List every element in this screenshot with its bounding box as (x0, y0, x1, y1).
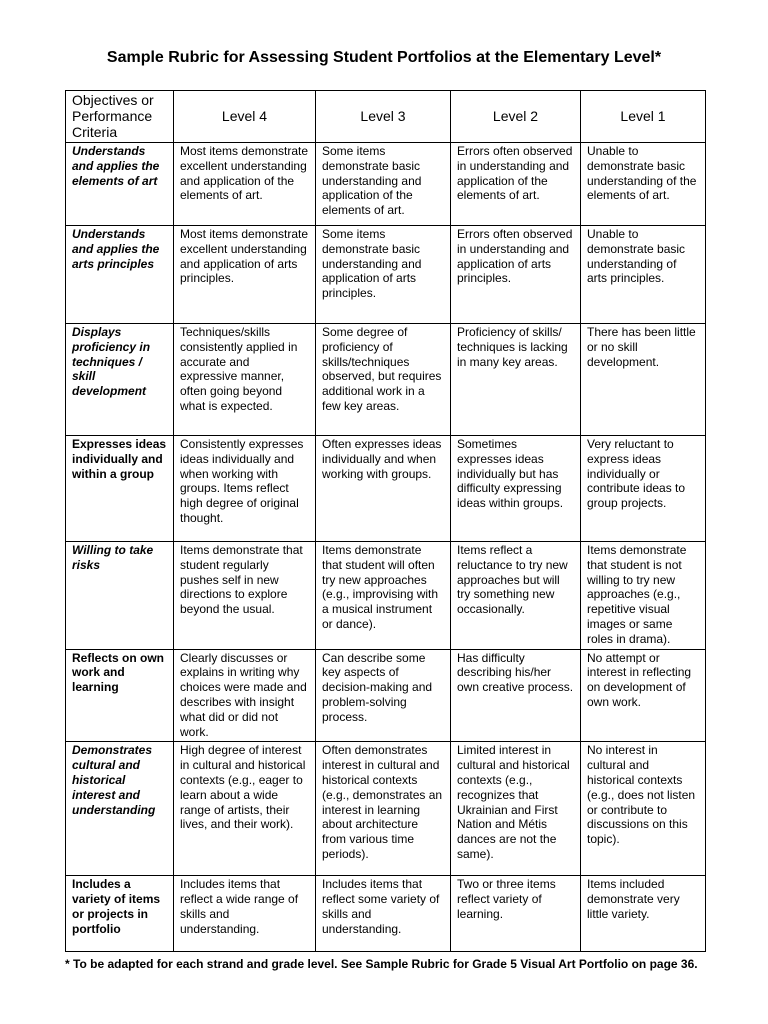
level-2-header: Level 2 (451, 91, 581, 143)
level-3-cell: Often expresses ideas individually and when working with groups. (316, 436, 451, 542)
level-4-cell: Clearly discusses or explains in writing why choices were made and describes with insight what did or did not work. (174, 649, 316, 742)
criterion-cell: Demonstrates cultural and historical interest and understanding (66, 742, 174, 876)
level-3-header: Level 3 (316, 91, 451, 143)
level-1-cell: Items included demonstrate very little variety. (581, 876, 706, 952)
criterion-cell: Expresses ideas individually and within a group (66, 436, 174, 542)
level-3-cell: Some items demonstrate basic understanding and application of arts principles. (316, 226, 451, 324)
level-1-cell: Unable to demonstrate basic understanding of the elements of art. (581, 143, 706, 226)
page-title: Sample Rubric for Assessing Student Portfolios at the Elementary Level* (106, 49, 662, 66)
table-row (66, 324, 706, 436)
table-row (66, 436, 706, 542)
level-2-cell: Has difficulty describing his/her own creative process. (451, 649, 581, 742)
level-4-cell: High degree of interest in cultural and historical contexts (e.g., eager to learn about a wide range of artists, their lives, and their work). (174, 742, 316, 876)
level-2-cell: Limited interest in cultural and historical contexts (e.g., recognizes that Ukrainian and First Nation and Métis dances are not the same). (451, 742, 581, 876)
table-row (66, 226, 706, 324)
level-1-cell: No interest in cultural and historical contexts (e.g., does not listen or contribute to discussions on this topic). (581, 742, 706, 876)
level-3-cell: Often demonstrates interest in cultural and historical contexts (e.g., demonstrates an interest in learning about architecture from various time periods). (316, 742, 451, 876)
criterion-cell: Reflects on own work and learning (66, 649, 174, 742)
table-row (66, 542, 706, 650)
criteria-header: Objectives or Performance Criteria (66, 91, 174, 143)
table-row (66, 649, 706, 742)
level-2-cell: Two or three items reflect variety of learning. (451, 876, 581, 952)
level-2-cell: Proficiency of skills/ techniques is lacking in many key areas. (451, 324, 581, 436)
level-1-cell: Unable to demonstrate basic understanding of arts principles. (581, 226, 706, 324)
level-1-header: Level 1 (581, 91, 706, 143)
header-row (66, 91, 706, 143)
level-2-cell: Sometimes expresses ideas individually but has difficulty expressing ideas within groups. (451, 436, 581, 542)
criterion-cell: Understands and applies the elements of art (66, 143, 174, 226)
level-2-cell: Errors often observed in understanding and application of the elements of art. (451, 143, 581, 226)
criterion-cell: Understands and applies the arts principles (66, 226, 174, 324)
level-3-cell: Can describe some key aspects of decision-making and problem-solving process. (316, 649, 451, 742)
level-4-cell: Consistently expresses ideas individually and when working with groups. Items reflect high degree of original thought. (174, 436, 316, 542)
level-4-header: Level 4 (174, 91, 316, 143)
level-1-cell: Very reluctant to express ideas individually or contribute ideas to group projects. (581, 436, 706, 542)
level-4-cell: Most items demonstrate excellent understanding and application of arts principles. (174, 226, 316, 324)
level-4-cell: Techniques/skills consistently applied in accurate and expressive manner, often going beyond what is expected. (174, 324, 316, 436)
criterion-cell: Includes a variety of items or projects in portfolio (66, 876, 174, 952)
level-1-cell: There has been little or no skill development. (581, 324, 706, 436)
level-3-cell: Items demonstrate that student will often try new approaches (e.g., improvising with a musical instrument or dance). (316, 542, 451, 650)
table-row (66, 143, 706, 226)
level-3-cell: Includes items that reflect some variety of skills and understanding. (316, 876, 451, 952)
level-4-cell: Includes items that reflect a wide range of skills and understanding. (174, 876, 316, 952)
level-1-cell: Items demonstrate that student is not willing to try new approaches (e.g., repetitive visual images or same roles in drama). (581, 542, 706, 650)
footnote: * To be adapted for each strand and grade level. See Sample Rubric for Grade 5 Visual Art Portfolio on page 36. (65, 957, 698, 971)
level-3-cell: Some degree of proficiency of skills/techniques observed, but requires additional work in a few key areas. (316, 324, 451, 436)
level-4-cell: Items demonstrate that student regularly pushes self in new directions to explore beyond the usual. (174, 542, 316, 650)
criterion-cell: Displays proficiency in techniques / skill development (66, 324, 174, 436)
table-row (66, 876, 706, 952)
level-4-cell: Most items demonstrate excellent understanding and application of the elements of art. (174, 143, 316, 226)
level-3-cell: Some items demonstrate basic understanding and application of the elements of art. (316, 143, 451, 226)
criterion-cell: Willing to take risks (66, 542, 174, 650)
rubric-table (65, 90, 706, 952)
level-1-cell: No attempt or interest in reflecting on development of own work. (581, 649, 706, 742)
level-2-cell: Errors often observed in understanding and application of arts principles. (451, 226, 581, 324)
level-2-cell: Items reflect a reluctance to try new approaches but will try something new occasionally. (451, 542, 581, 650)
table-row (66, 742, 706, 876)
